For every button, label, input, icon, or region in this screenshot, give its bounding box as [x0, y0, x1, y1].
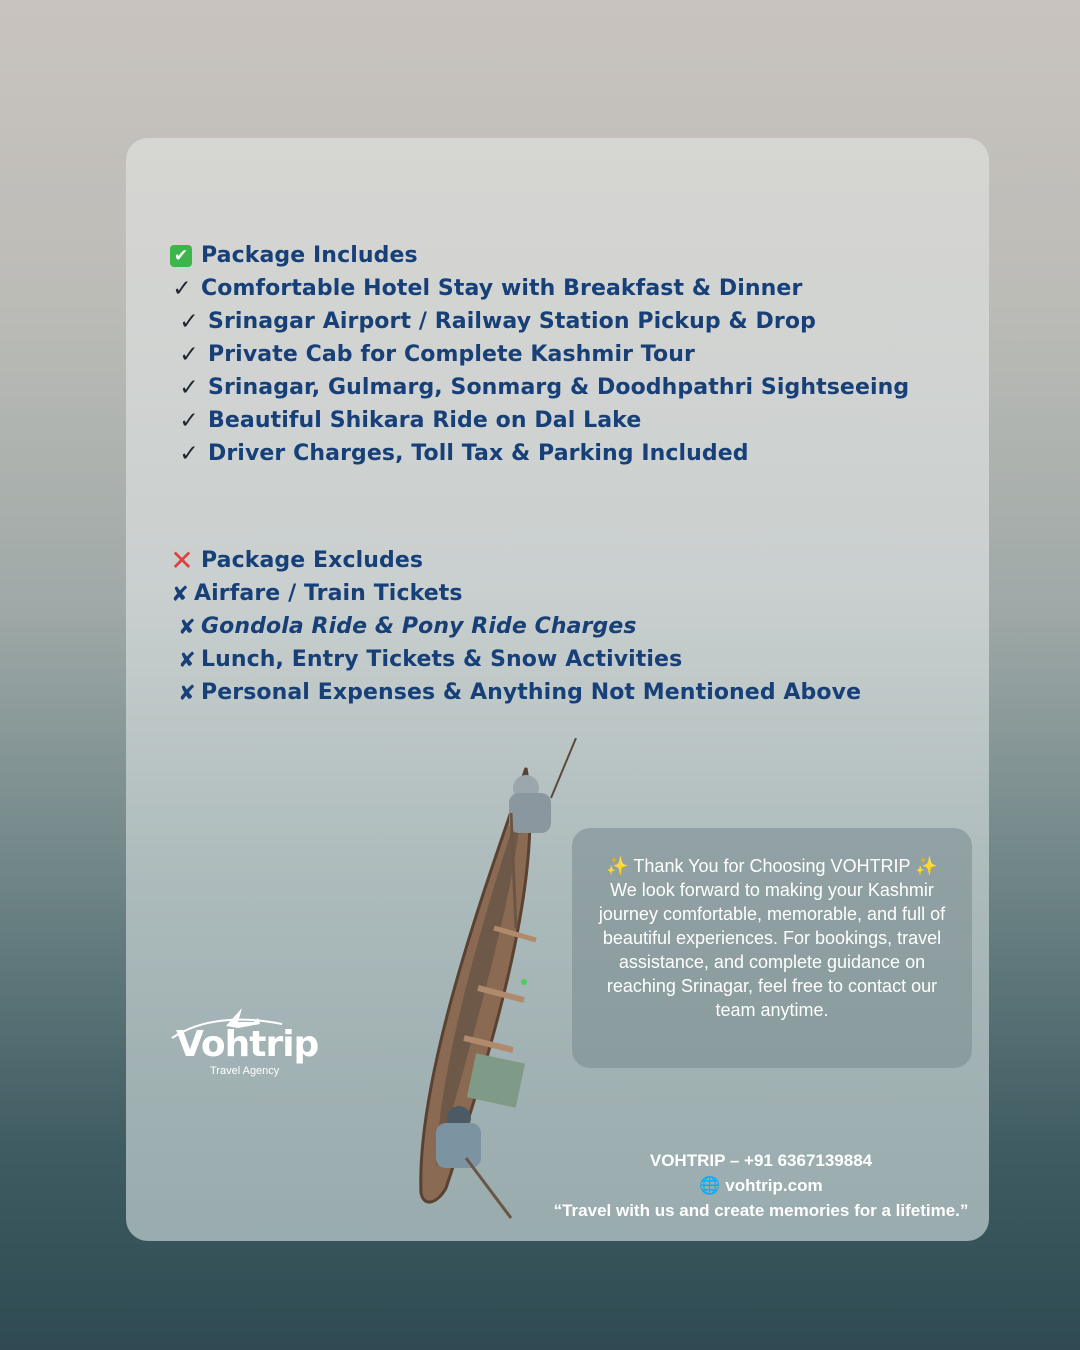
- list-item: ✘ Personal Expenses & Anything Not Mentioned Above: [178, 680, 862, 705]
- list-item: ✓ Srinagar, Gulmarg, Sonmarg & Doodhpathri Sightseeing: [170, 371, 909, 404]
- package-card: [126, 138, 989, 1241]
- cross-mark-icon: ✘: [178, 680, 196, 705]
- check-mark-icon: ✓: [179, 374, 199, 401]
- tagline: “Travel with us and create memories for a lifetime.”: [553, 1201, 969, 1220]
- check-box-icon: ✔: [170, 245, 192, 267]
- list-item: ✓ Srinagar Airport / Railway Station Pickup & Drop: [170, 305, 909, 338]
- list-item: ✘ Gondola Ride & Pony Ride Charges: [178, 614, 637, 639]
- thank-you-message: We look forward to making your Kashmir journey comfortable, memorable, and full of beautiful experiences. For bookings, travel assistance, and complete guidance on reaching Srinagar, feel free to contact our team anytime.: [598, 880, 946, 1020]
- check-mark-icon: ✓: [179, 308, 199, 335]
- includes-heading: ✔ Package Includes: [170, 239, 909, 272]
- list-item: ✓ Beautiful Shikara Ride on Dal Lake: [170, 404, 909, 437]
- list-item: ✓ Private Cab for Complete Kashmir Tour: [170, 338, 909, 371]
- list-item: ✘ Lunch, Entry Tickets & Snow Activities: [178, 647, 683, 672]
- website-link[interactable]: vohtrip.com: [725, 1176, 823, 1195]
- excludes-list: [170, 544, 861, 709]
- vohtrip-logo: Vohtrip Travel Agency: [162, 1008, 332, 1078]
- list-item: ✓ Comfortable Hotel Stay with Breakfast & Dinner: [170, 272, 909, 305]
- globe-icon: 🌐: [699, 1176, 721, 1195]
- check-mark-icon: ✓: [179, 407, 199, 434]
- red-cross-icon: ✕: [170, 544, 194, 577]
- phone-line: VOHTRIP – +91 6367139884: [649, 1151, 873, 1170]
- cross-mark-icon: ✘: [178, 614, 196, 639]
- cross-mark-icon: ✘: [171, 581, 189, 606]
- thank-you-box: [572, 828, 972, 1068]
- check-mark-icon: ✓: [172, 275, 192, 302]
- cross-mark-icon: ✘: [178, 647, 196, 672]
- contact-info: [541, 1148, 981, 1223]
- sparkles-icon: ✨: [606, 856, 629, 876]
- excludes-heading: ✕ Package Excludes: [170, 544, 424, 577]
- includes-list: [170, 239, 909, 470]
- check-mark-icon: ✓: [179, 440, 199, 467]
- thank-you-title: ✨ Thank You for Choosing VOHTRIP ✨: [606, 856, 938, 876]
- list-item: ✓ Driver Charges, Toll Tax & Parking Included: [170, 437, 909, 470]
- list-item: ✘ Airfare / Train Tickets: [171, 581, 463, 606]
- sparkles-icon: ✨: [915, 856, 938, 876]
- website-line: [541, 1173, 981, 1198]
- check-mark-icon: ✓: [179, 341, 199, 368]
